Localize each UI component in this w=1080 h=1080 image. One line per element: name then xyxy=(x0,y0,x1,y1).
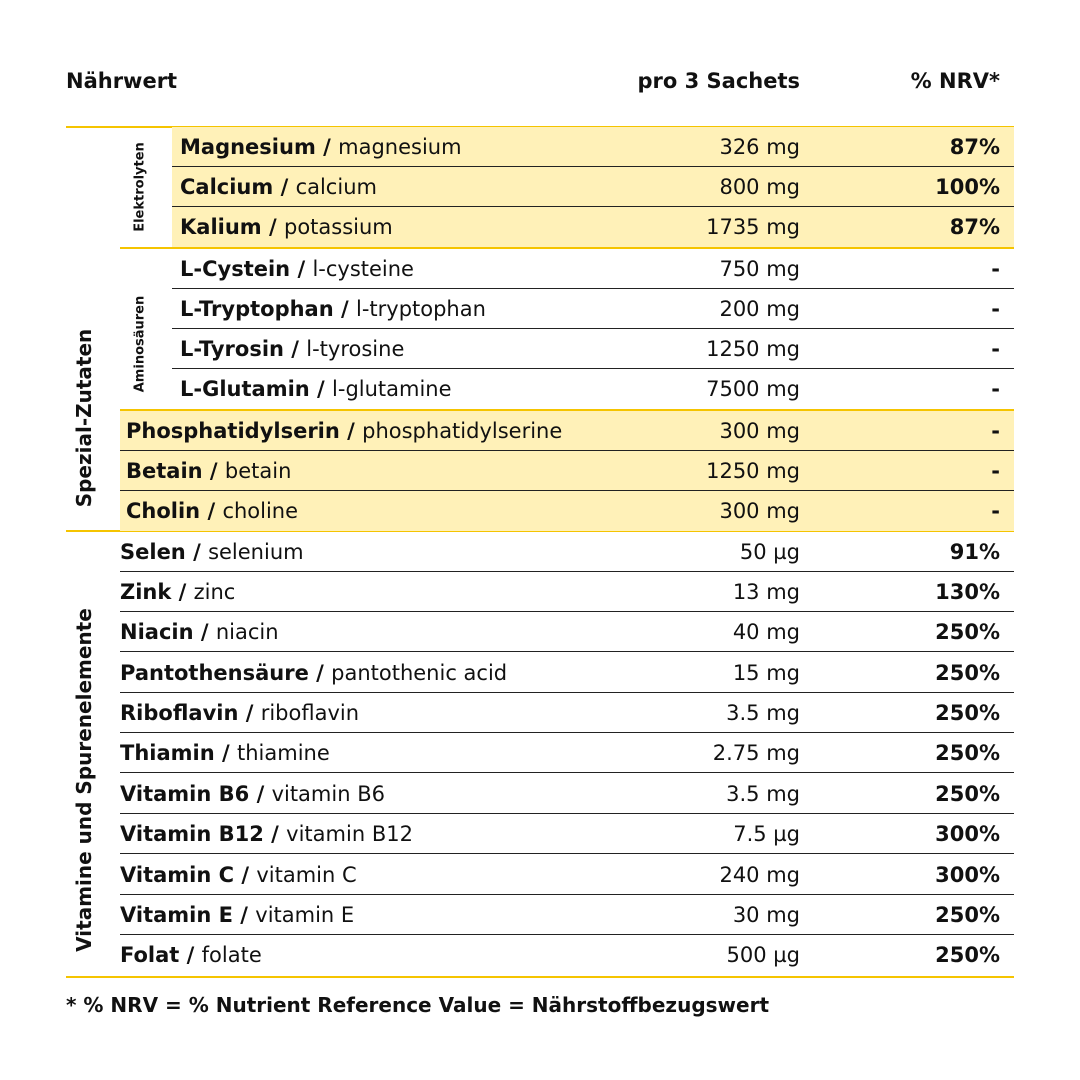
column-header-nutrient: Nährwert xyxy=(66,69,178,93)
nutrient-name-en: zinc xyxy=(193,580,236,604)
nutrient-name-de: Vitamin C xyxy=(120,863,235,887)
nutrient-amount: 240 mg xyxy=(719,863,800,887)
nutrient-nrv: - xyxy=(991,419,1000,443)
nutrient-nrv: 250% xyxy=(935,701,1000,725)
nutrient-name xyxy=(126,411,562,451)
nutrient-nrv: 91% xyxy=(949,540,1000,564)
nutrient-name xyxy=(120,733,330,773)
nutrient-nrv: 250% xyxy=(935,620,1000,644)
nutrient-name-de: Betain xyxy=(126,459,203,483)
nutrient-name-de: L-Tyrosin xyxy=(180,337,284,361)
nutrient-nrv: 250% xyxy=(935,943,1000,967)
name-separator: / xyxy=(249,782,272,806)
column-header-amount: pro 3 Sachets xyxy=(637,69,800,93)
nutrient-name-en: niacin xyxy=(215,620,279,644)
nutrient-name xyxy=(180,167,377,207)
nutrient-name xyxy=(120,612,279,652)
nutrient-nrv: 250% xyxy=(935,741,1000,765)
nutrient-amount: 3.5 mg xyxy=(726,782,800,806)
nutrient-amount: 200 mg xyxy=(719,297,800,321)
name-separator: / xyxy=(283,337,307,361)
nutrient-name xyxy=(180,249,414,289)
nutrient-nrv: - xyxy=(991,377,1000,401)
table-row xyxy=(172,289,1014,329)
name-separator: / xyxy=(238,701,261,725)
nutrient-name-en: vitamin E xyxy=(255,903,355,927)
nutrient-amount: 326 mg xyxy=(719,135,800,159)
table-row xyxy=(120,572,1014,612)
nutrient-nrv: - xyxy=(991,297,1000,321)
nutrient-name-en: riboflavin xyxy=(260,701,360,725)
name-separator: / xyxy=(261,215,284,239)
name-separator: / xyxy=(234,863,257,887)
nutrient-name-en: l-glutamine xyxy=(332,377,452,401)
table-row xyxy=(120,653,1014,693)
nutrient-name-de: L-Glutamin xyxy=(180,377,310,401)
nutrient-name xyxy=(120,572,235,612)
nutrient-nrv: 300% xyxy=(935,822,1000,846)
nutrient-name-de: L-Cystein xyxy=(180,257,291,281)
nutrient-name-en: magnesium xyxy=(338,135,462,159)
table-row xyxy=(120,774,1014,814)
nutrient-amount: 50 µg xyxy=(739,540,800,564)
column-header-nrv: % NRV* xyxy=(910,69,1000,93)
nutrient-name xyxy=(120,653,507,693)
nutrient-name xyxy=(120,814,413,854)
nutrient-name xyxy=(180,207,393,247)
nutrient-nrv: - xyxy=(991,499,1000,523)
nutrient-name-de: Cholin xyxy=(126,499,201,523)
name-separator: / xyxy=(193,620,216,644)
table-row xyxy=(120,532,1014,572)
nutrient-name xyxy=(120,855,357,895)
table-row xyxy=(120,733,1014,773)
nutrient-nrv: 250% xyxy=(935,903,1000,927)
name-separator: / xyxy=(339,419,363,443)
nutrient-amount: 15 mg xyxy=(732,661,800,685)
table-row xyxy=(172,127,1014,167)
nutrient-name-de: Niacin xyxy=(120,620,194,644)
nutrient-amount: 300 mg xyxy=(719,419,800,443)
name-separator: / xyxy=(263,822,287,846)
nutrient-name-de: Vitamin B12 xyxy=(120,822,264,846)
table-row xyxy=(172,167,1014,207)
nutrient-name-de: Pantothensäure xyxy=(120,661,309,685)
table-bottom-line xyxy=(66,976,1014,978)
nutrient-name-de: Riboflavin xyxy=(120,701,239,725)
name-separator: / xyxy=(171,580,194,604)
nutrient-name-en: selenium xyxy=(208,540,304,564)
nutrient-name-en: l-tyrosine xyxy=(306,337,405,361)
name-separator: / xyxy=(333,297,356,321)
name-separator: / xyxy=(179,943,202,967)
nutrient-name xyxy=(180,369,452,409)
name-separator: / xyxy=(309,377,333,401)
nutrient-nrv: 250% xyxy=(935,661,1000,685)
table-row xyxy=(172,249,1014,289)
nutrient-nrv: - xyxy=(991,459,1000,483)
nutrient-name-de: Vitamin E xyxy=(120,903,233,927)
nutrient-nrv: 130% xyxy=(935,580,1000,604)
nutrient-amount: 2.75 mg xyxy=(712,741,800,765)
name-separator: / xyxy=(308,661,332,685)
nutrient-nrv: 250% xyxy=(935,782,1000,806)
nutrient-name xyxy=(120,935,262,975)
nutrient-name-en: pantothenic acid xyxy=(331,661,508,685)
nutrient-name-en: phosphatidylserine xyxy=(362,419,563,443)
nutrient-name xyxy=(180,289,486,329)
name-separator: / xyxy=(200,499,223,523)
group-label-special: Spezial-Zutaten xyxy=(72,328,96,508)
nutrient-amount: 1735 mg xyxy=(706,215,800,239)
nutrient-name xyxy=(120,774,385,814)
nutrient-nrv: 300% xyxy=(935,863,1000,887)
nutrient-name-en: l-tryptophan xyxy=(355,297,486,321)
nutrient-nrv: 100% xyxy=(935,175,1000,199)
nutrient-amount: 1250 mg xyxy=(706,459,800,483)
nutrient-nrv: 87% xyxy=(949,135,1000,159)
nutrient-amount: 30 mg xyxy=(732,903,800,927)
name-separator: / xyxy=(273,175,296,199)
nutrient-name-en: betain xyxy=(224,459,292,483)
subgroup-label-aminoacids: Aminosäuren xyxy=(132,295,148,393)
nutrient-name-en: vitamin B12 xyxy=(286,822,413,846)
nutrient-name-en: thiamine xyxy=(236,741,330,765)
nutrient-nrv: - xyxy=(991,337,1000,361)
nutrient-amount: 800 mg xyxy=(719,175,800,199)
nutrient-name-de: L-Tryptophan xyxy=(180,297,334,321)
name-separator: / xyxy=(185,540,209,564)
nutrient-nrv: - xyxy=(991,257,1000,281)
nutrient-name-de: Calcium xyxy=(180,175,274,199)
nutrient-name-de: Zink xyxy=(120,580,172,604)
name-separator: / xyxy=(315,135,339,159)
table-row xyxy=(120,693,1014,733)
nutrient-name xyxy=(120,532,304,572)
nutrient-amount: 500 µg xyxy=(726,943,800,967)
footnote: * % NRV = % Nutrient Reference Value = Nährstoffbezugswert xyxy=(66,993,769,1017)
nutrient-name-de: Phosphatidylserin xyxy=(126,419,340,443)
nutrient-amount: 750 mg xyxy=(719,257,800,281)
nutrient-amount: 7.5 µg xyxy=(733,822,800,846)
nutrient-name-en: vitamin C xyxy=(256,863,357,887)
nutrient-nrv: 87% xyxy=(949,215,1000,239)
nutrient-name-de: Magnesium xyxy=(180,135,316,159)
group-label-vitamins: Vitamine und Spurenelemente xyxy=(72,608,96,952)
nutrient-name-de: Folat xyxy=(120,943,180,967)
table-row xyxy=(172,207,1014,247)
table-row xyxy=(120,895,1014,935)
nutrient-name-en: l-cysteine xyxy=(312,257,414,281)
nutrient-name xyxy=(180,127,462,167)
nutrient-name xyxy=(120,693,359,733)
nutrient-name-de: Kalium xyxy=(180,215,262,239)
nutrient-amount: 40 mg xyxy=(732,620,800,644)
table-row xyxy=(120,411,1014,451)
nutrient-amount: 3.5 mg xyxy=(726,701,800,725)
nutrient-name-en: potassium xyxy=(283,215,393,239)
table-row xyxy=(172,369,1014,409)
nutrient-name-de: Vitamin B6 xyxy=(120,782,250,806)
name-separator: / xyxy=(232,903,256,927)
table-row xyxy=(120,491,1014,531)
subgroup-label-electrolytes: Elektrolyten xyxy=(132,142,148,232)
name-separator: / xyxy=(202,459,225,483)
name-separator: / xyxy=(290,257,313,281)
table-row xyxy=(120,814,1014,854)
nutrient-amount: 300 mg xyxy=(719,499,800,523)
name-separator: / xyxy=(214,741,237,765)
nutrient-name-en: folate xyxy=(201,943,262,967)
nutrient-name xyxy=(126,451,291,491)
nutrient-amount: 13 mg xyxy=(732,580,800,604)
table-row xyxy=(120,612,1014,652)
nutrient-name-de: Selen xyxy=(120,540,186,564)
table-row xyxy=(172,329,1014,369)
table-row xyxy=(120,855,1014,895)
table-row xyxy=(120,935,1014,975)
nutrient-amount: 7500 mg xyxy=(706,377,800,401)
nutrient-name xyxy=(120,895,354,935)
nutrient-name-en: choline xyxy=(222,499,299,523)
nutrient-name-en: vitamin B6 xyxy=(271,782,385,806)
nutrient-amount: 1250 mg xyxy=(706,337,800,361)
table-row xyxy=(120,451,1014,491)
nutrient-name xyxy=(180,329,404,369)
nutrient-name-en: calcium xyxy=(295,175,377,199)
nutrient-name-de: Thiamin xyxy=(120,741,215,765)
nutrient-name xyxy=(126,491,298,531)
